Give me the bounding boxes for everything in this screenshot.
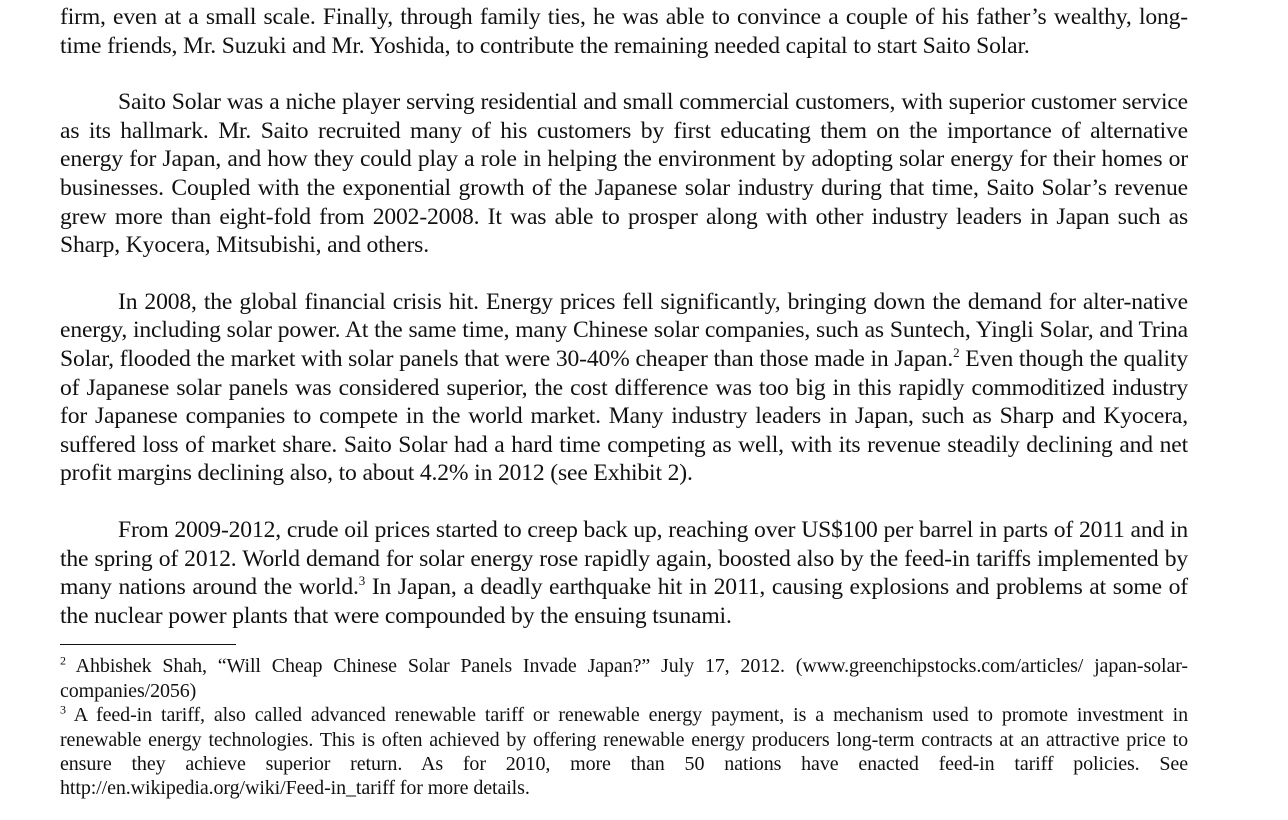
- footnote-2-text: Ahbishek Shah, “Will Cheap Chinese Solar Panels Invade Japan?” July 17, 2012. (www.greenchipstocks.com/articles/ japan-solar-companies/2056): [60, 655, 1188, 702]
- footnotes: [60, 654, 1188, 800]
- paragraph-4-text-a: From 2009-2012, crude oil prices started to creep back up, reaching over US$100 per barrel in parts of 2011 and in the spring of 2012. World demand for solar energy rose rapidly again, boosted also by the feed-in tariffs implemented by many nations around the world.: [60, 516, 1188, 601]
- document-page: [60, 0, 1188, 801]
- footnote-ref-2: 2: [953, 345, 960, 361]
- footnote-3-text: A feed-in tariff, also called advanced renewable tariff or renewable energy payment, is a mechanism used to promote investment in renewable energy technologies. This is often achieved by offering renewable energy producers long-term contracts at an attractive price to ensure they achieve superior return. As for 2010, more than 50 nations have enacted feed-in tariff policies. See http://en.wikipedia.org/wiki/Feed-in_tariff for more details.: [60, 704, 1188, 800]
- body-paragraph-4: [60, 516, 1188, 630]
- footnote-2-number: 2: [60, 653, 66, 668]
- footnote-ref-3: 3: [358, 573, 366, 589]
- paragraph-3-text-b: Even though the quality of Japanese solar panels was considered superior, the cost difference was too big in this rapidly commoditized industry for Japanese companies to compete in the world market. Many industry leaders in Japan, such as Sharp and Kyocera, suffered loss of market share. Saito Solar had a hard time competing as well, with its revenue steadily declining and net profit margins declining also, to about 4.2% in 2012 (see Exhibit 2).: [60, 345, 1188, 487]
- footnote-2: [60, 654, 1188, 703]
- paragraph-4-text-b: In Japan, a deadly earthquake hit in 2011, causing explosions and problems at some of the nuclear power plants that were compounded by the ensuing tsunami.: [60, 574, 1189, 629]
- footnote-divider: [60, 644, 236, 645]
- footnote-3: [60, 703, 1188, 801]
- body-paragraph-3: [60, 288, 1188, 488]
- body-paragraph-2: Saito Solar was a niche player serving residential and small commercial customers, with superior customer service as its hallmark. Mr. Saito recruited many of his customers by first educating them on the importance of alternative energy for Japan, and how they could play a role in helping the environment by adopting solar energy for their homes or businesses. Coupled with the exponential growth of the Japanese solar industry during that time, Saito Solar’s revenue grew more than eight-fold from 2002-2008. It was able to prosper along with other industry leaders in Japan such as Sharp, Kyocera, Mitsubishi, and others.: [60, 89, 1188, 259]
- body-paragraph-1: firm, even at a small scale. Finally, through family ties, he was able to convince a couple of his father’s wealthy, long-time friends, Mr. Suzuki and Mr. Yoshida, to contribute the remaining needed capital to start Saito Solar.: [60, 4, 1188, 59]
- paragraph-3-text-a: In 2008, the global financial crisis hit. Energy prices fell significantly, bringing down the demand for alter-native energy, including solar power. At the same time, many Chinese solar companies, such as Suntech, Yingli Solar, and Trina Solar, flooded the market with solar panels that were 30-40% cheaper than those made in Japan.: [60, 288, 1188, 372]
- footnote-3-number: 3: [60, 702, 66, 717]
